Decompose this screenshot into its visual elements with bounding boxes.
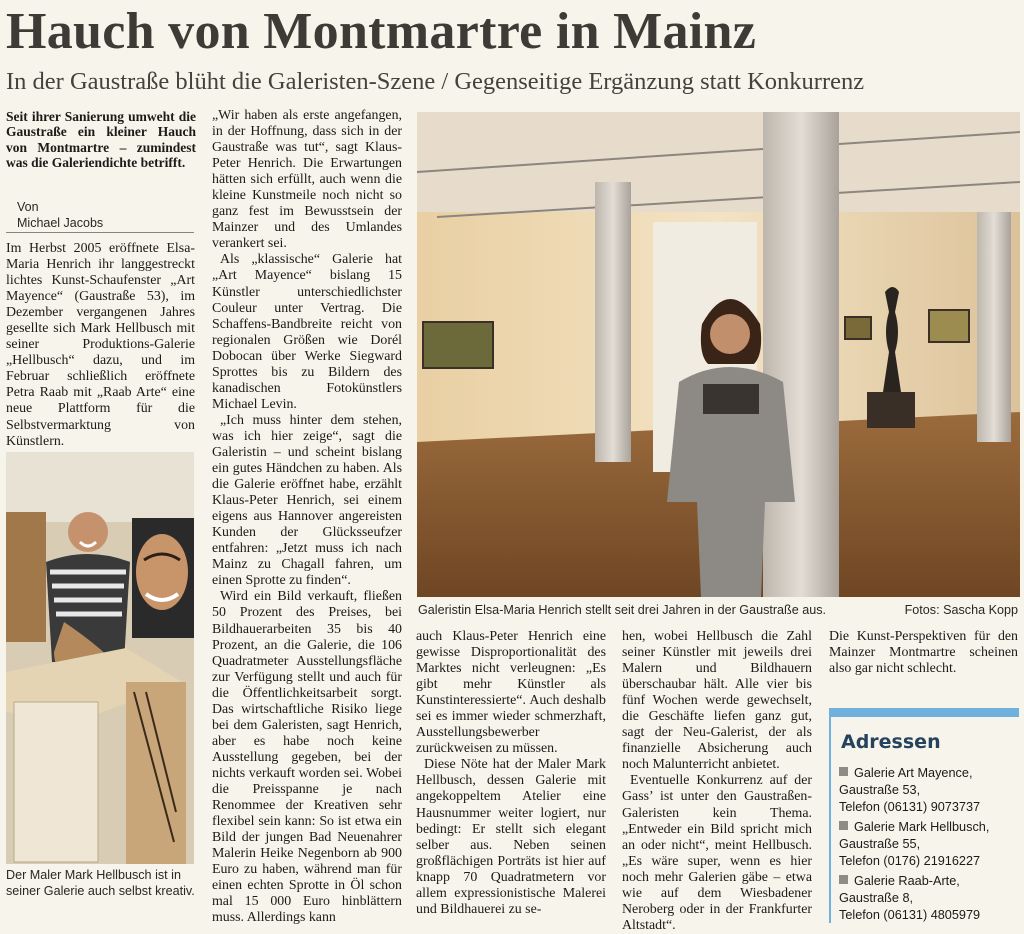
text-column-2 — [212, 108, 402, 926]
address-phone: Telefon (0176) 21916227 — [839, 854, 981, 868]
gallery-photo — [417, 112, 1020, 597]
address-street: Gaustraße 53, — [839, 783, 921, 797]
address-name: Galerie Mark Hellbusch, — [854, 820, 990, 834]
paragraph: Als „klassische“ Galerie hat „Art Mayence“ bislang 15 Künstler unterschiedlichster Couleur unter Vertrag. Die Schaffens-Bandbreite reicht von regionalen Größen wie Dorél Dobocan über Werke Siegward Sprottes bis zu Bildern des kanadischen Fotokünstlers Michael Levin. — [212, 252, 402, 412]
paragraph: auch Klaus-Peter Henrich eine gewisse Disproportionalität des Marktes nicht verleugnen: „Es gibt mehr Künstler als Kunstinteressierte“. Auch deshalb sei es immer wieder schmerzhaft, Ausstellungsbewerber zurückweisen zu müssen. — [416, 629, 606, 757]
address-entry — [839, 765, 1021, 816]
address-street: Gaustraße 55, — [839, 837, 921, 851]
paragraph: Wird ein Bild verkauft, fließen 50 Prozent des Preises, bei Bildhauerarbeiten 35 bis 40 Prozent, an die Galerie, die 106 Quadratmeter Ausstellungsfläche zur Verfügung stellt und auch für die Öffentlichkeitsarbeit sorgt. Das wirtschaftliche Risiko liege bei dem Galeristen, sagt Henrich, aber es habe noch keine Ausstellung gegeben, bei der nichts verkauft worden sei. Wobei die Preisspanne je nach Renommee der Kreativen sehr flexibel sein kann: So ist etwa ein Bild der jungen Bad Neuenahrer Malerin Heike Negenborn ab 900 Euro zu haben, während man für einen echten Sprotte in Öl schon mal 15 000 Euro hinblättern muss. Allerdings kann — [212, 589, 402, 926]
byline — [17, 199, 103, 231]
address-entry — [839, 873, 1021, 924]
text-column-5 — [829, 629, 1018, 677]
photo-credit: Fotos: Sascha Kopp — [904, 603, 1018, 617]
byline-author: Michael Jacobs — [17, 216, 104, 230]
subheadline: In der Gaustraße blüht die Galeristen-Szene / Gegenseitige Ergänzung statt Konkurrenz — [6, 68, 865, 95]
paragraph: hen, wobei Hellbusch die Zahl seiner Künstler mit jeweils drei Malern und Bildhauern überschaubar hält. Alle vier bis fünf Wochen werde gewechselt, die Geschäfte liefen ganz gut, sagt der Neu-Galerist, der als finanzielle Absicherung auch noch Malunterricht anbietet. — [622, 629, 812, 773]
address-street: Gaustraße 8, — [839, 891, 914, 905]
paragraph: „Ich muss hinter dem stehen, was ich hier zeige“, sagt die Galeristin – und scheint bislang ein gutes Händchen zu haben. Als die Galerie eröffnet habe, erzählt Klaus-Peter Henrich, sei einem eigens aus Hannover angereisten Kunden der Glücksseufzer entfahren: „Jetzt muss ich nach Mainz zu Chagall fahren, um einen Sprotte zu finden“. — [212, 412, 402, 589]
paragraph: Eventuelle Konkurrenz auf der Gass’ ist unter den Gaustraßen-Galeristen kein Thema. „Entweder ein Bild spricht mich an oder nicht“, meint Hellbusch. „Es wäre super, wenn es hier noch mehr Galerien gäbe – etwa wie auf dem Wiesbadener Neroberg oder in der Frankfurter Altstadt“. — [622, 773, 812, 933]
text-column-4 — [622, 629, 812, 934]
lead-paragraph: Seit ihrer Sanierung umweht die Gaustraße ein kleiner Hauch von Montmartre – zumindest was die Galeriendichte betrifft. — [6, 109, 196, 171]
text-column-3 — [416, 629, 606, 918]
addresses-box — [829, 708, 1019, 923]
byline-prefix: Von — [17, 200, 39, 214]
address-phone: Telefon (06131) 9073737 — [839, 800, 981, 814]
byline-divider — [6, 232, 194, 233]
bullet-square-icon — [839, 875, 848, 884]
address-name: Galerie Art Mayence, — [854, 766, 973, 780]
headline: Hauch von Montmartre in Mainz — [6, 3, 757, 60]
bullet-square-icon — [839, 767, 848, 776]
gallery-photo-illustration — [417, 112, 1020, 597]
paragraph: Diese Nöte hat der Maler Mark Hellbusch, dessen Galerie mit angekoppeltem Atelier eine Hausnummer weiter logiert, nur bedingt: Er stellt sich elegant selber aus. Neben seinen großflächigen Porträts ist hier auf knapp 70 Quadratmetern vor allem expressionistische Malerei und Bildhauerei zu se- — [416, 757, 606, 917]
painter-photo-illustration — [6, 452, 194, 864]
paragraph: Im Herbst 2005 eröffnete Elsa-Maria Henrich ihr langgestreckt lichtes Kunst-Schaufenster „Art Mayence“ (Gaustraße 53), im Dezember vergangenen Jahres gesellte sich Mark Hellbusch mit seiner Produktions-Galerie „Hellbusch“ dazu, und im Februar schließlich eröffnete Petra Raab mit „Raab Arte“ eine neue Plattform für die Selbstvermarktung von Künstlern. — [6, 241, 195, 449]
photo-caption-painter: Der Maler Mark Hellbusch ist in seiner Galerie auch selbst kreativ. — [6, 868, 195, 898]
paragraph: Die Kunst-Perspektiven für den Mainzer Montmartre scheinen also gar nicht schlecht. — [829, 629, 1018, 677]
painter-photo — [6, 452, 194, 864]
address-name: Galerie Raab-Arte, — [854, 874, 960, 888]
photo-caption-main: Galeristin Elsa-Maria Henrich stellt seit drei Jahren in der Gaustraße aus. — [418, 603, 827, 617]
addresses-title: Adressen — [841, 731, 941, 753]
bullet-square-icon — [839, 821, 848, 830]
address-phone: Telefon (06131) 4805979 — [839, 908, 981, 922]
address-entry — [839, 819, 1021, 870]
text-column-1 — [6, 241, 195, 450]
paragraph: „Wir haben als erste angefangen, in der Hoffnung, dass sich in der Gaustraße was tut“, sagt Klaus-Peter Henrich. Die Erwartungen hätten sich erfüllt, auch wenn die kleine Kunstmeile noch nicht so ganz fest im Bewusstsein der Mainzer und des Umlandes verankert sei. — [212, 108, 402, 252]
